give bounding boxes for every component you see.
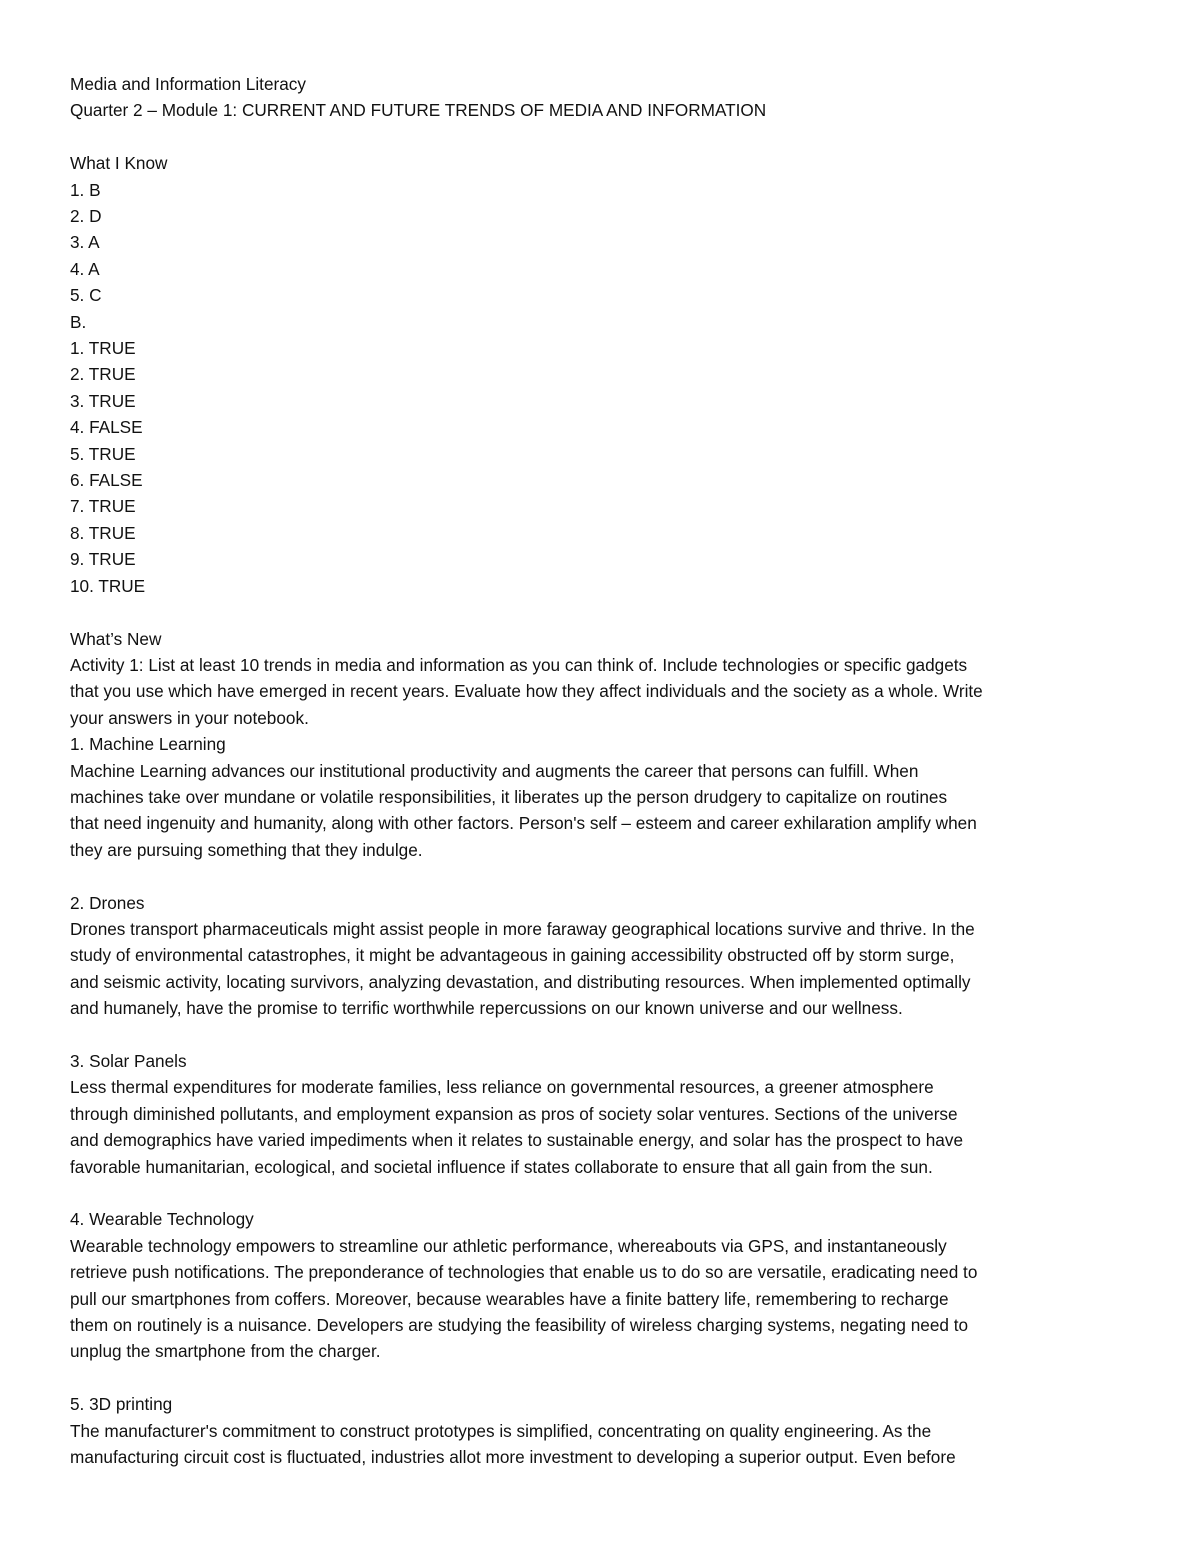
trend-body-line: manufacturing circuit cost is fluctuated, industries allot more investment to developing a superior output. Even before (70, 1447, 956, 1468)
activity-instructions-line: that you use which have emerged in recent years. Evaluate how they affect individuals and the society as a whole. Write (70, 681, 983, 702)
answer-item: 1. TRUE (70, 338, 136, 359)
trend-item-machine-learning (70, 731, 1130, 863)
trend-title: 2. Drones (70, 892, 145, 913)
document-subtitle: Quarter 2 – Module 1: CURRENT AND FUTURE TRENDS OF MEDIA AND INFORMATION (70, 100, 767, 121)
trend-body-line: Wearable technology empowers to streamline our athletic performance, whereabouts via GPS, and instantaneously (70, 1235, 947, 1256)
answer-item: 2. TRUE (70, 364, 136, 385)
part-b-label: B. (70, 311, 87, 332)
trend-body-line: through diminished pollutants, and employment expansion as pros of society solar ventures. Sections of the universe (70, 1103, 958, 1124)
trend-title: 4. Wearable Technology (70, 1209, 254, 1230)
trend-title: 5. 3D printing (70, 1394, 173, 1415)
answer-item: 10. TRUE (70, 575, 146, 596)
activity-instructions-line: your answers in your notebook. (70, 707, 309, 728)
trend-body-line: unplug the smartphone from the charger. (70, 1341, 381, 1362)
trend-body-line: pull our smartphones from coffers. Moreover, because wearables have a finite battery life, remembering to recharge (70, 1288, 949, 1309)
trend-body-line: that need ingenuity and humanity, along with other factors. Person's self – esteem and career exhilaration amplify when (70, 813, 977, 834)
trend-body-line: machines take over mundane or volatile responsibilities, it liberates up the person drudgery to capitalize on routines (70, 786, 948, 807)
trend-body-line: Drones transport pharmaceuticals might assist people in more faraway geographical locations survive and thrive. In the (70, 918, 975, 939)
trend-item-drones (70, 890, 1130, 1022)
blank-line (70, 124, 1130, 150)
answer-item: 4. FALSE (70, 417, 143, 438)
trend-title: 3. Solar Panels (70, 1050, 187, 1071)
answer-item: 2. D (70, 206, 102, 227)
trend-item-3d-printing (70, 1391, 1130, 1470)
trend-body-line: and humanely, have the promise to terrific worthwhile repercussions on our known universe and our wellness. (70, 998, 903, 1019)
trend-title: 1. Machine Learning (70, 734, 226, 755)
answer-item: 8. TRUE (70, 522, 136, 543)
trend-body-line: study of environmental catastrophes, it might be advantageous in gaining accessibility obstructed off by storm surge, (70, 945, 955, 966)
trend-body-line: them on routinely is a nuisance. Developers are studying the feasibility of wireless charging systems, negating need to (70, 1315, 969, 1336)
trend-body-line: Less thermal expenditures for moderate families, less reliance on governmental resources, a greener atmosphere (70, 1077, 934, 1098)
answer-item: 7. TRUE (70, 496, 136, 517)
answer-item: 3. TRUE (70, 390, 136, 411)
whats-new-section (70, 626, 1130, 1471)
section-heading-what-i-know: What I Know (70, 153, 168, 174)
blank-line (70, 1022, 1130, 1048)
blank-line (70, 863, 1130, 889)
trend-body-line: Machine Learning advances our institutional productivity and augments the career that persons can fulfill. When (70, 760, 919, 781)
trend-body-line: favorable humanitarian, ecological, and societal influence if states collaborate to ensure that all gain from the sun. (70, 1156, 933, 1177)
blank-line (70, 1180, 1130, 1206)
trend-body-line: The manufacturer's commitment to construct prototypes is simplified, concentrating on quality engineering. As the (70, 1420, 932, 1441)
what-i-know-section (70, 150, 1130, 599)
answer-item: 5. C (70, 285, 102, 306)
trend-body-line: and seismic activity, locating survivors, analyzing devastation, and distributing resources. When implemented optimally (70, 971, 971, 992)
blank-line (70, 599, 1130, 625)
blank-line (70, 1365, 1130, 1391)
section-heading-whats-new: What’s New (70, 628, 162, 649)
trend-body-line: retrieve push notifications. The preponderance of technologies that enable us to do so are versatile, eradicating need to (70, 1262, 978, 1283)
trend-body-line: they are pursuing something that they indulge. (70, 839, 423, 860)
answer-item: 9. TRUE (70, 549, 136, 570)
answer-item: 3. A (70, 232, 100, 253)
activity-instructions-line: Activity 1: List at least 10 trends in media and information as you can think of. Include technologies or specific gadgets (70, 654, 968, 675)
answer-item: 1. B (70, 179, 101, 200)
trend-item-solar-panels (70, 1048, 1130, 1180)
answer-item: 6. FALSE (70, 470, 143, 491)
answer-item: 4. A (70, 258, 100, 279)
answer-item: 5. TRUE (70, 443, 136, 464)
trend-body-line: and demographics have varied impediments when it relates to sustainable energy, and solar has the prospect to have (70, 1130, 964, 1151)
trend-item-wearable-technology (70, 1206, 1130, 1364)
document-title: Media and Information Literacy (70, 74, 306, 94)
